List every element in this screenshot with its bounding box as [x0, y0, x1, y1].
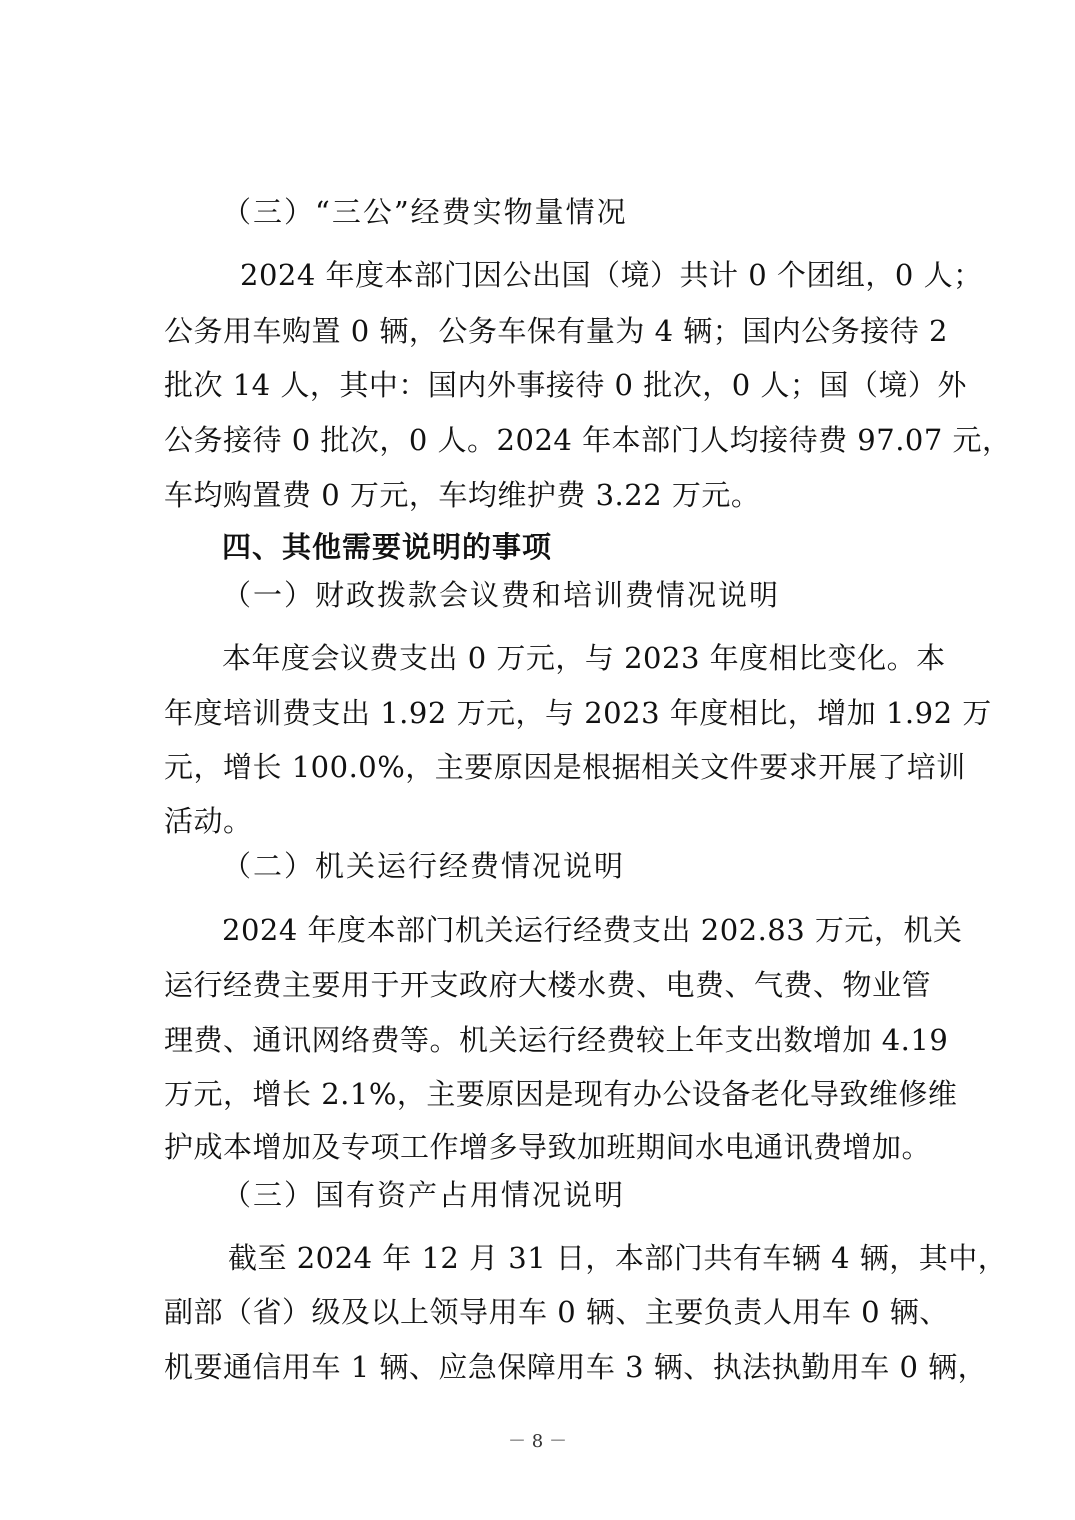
sec3-para-line-2: 公务用车购置 0 辆，公务车保有量为 4 辆；国内公务接待 2 [164, 314, 948, 348]
s4-3-para-line-3: 机要通信用车 1 辆、应急保障用车 3 辆、执法执勤用车 0 辆， [164, 1350, 988, 1384]
sec3-para-line-3: 批次 14 人，其中：国内外事接待 0 批次，0 人；国（境）外 [164, 368, 967, 402]
s4-2-heading: （二）机关运行经费情况说明 [222, 849, 626, 883]
s4-2-para-line-5: 护成本增加及专项工作增多导致加班期间水电通讯费增加。 [164, 1130, 932, 1164]
sec3-para-line-5: 车均购置费 0 万元，车均维护费 3.22 万元。 [164, 478, 761, 512]
s4-1-para-line-3: 元，增长 100.0%，主要原因是根据相关文件要求开展了培训 [164, 750, 966, 784]
s4-3-para-line-1: 截至 2024 年 12 月 31 日，本部门共有车辆 4 辆，其中， [228, 1241, 1008, 1275]
s4-3-heading: （三）国有资产占用情况说明 [222, 1178, 626, 1212]
s4-1-para-line-2: 年度培训费支出 1.92 万元，与 2023 年度相比，增加 1.92 万 [164, 696, 992, 730]
s4-3-para-line-2: 副部（省）级及以上领导用车 0 辆、主要负责人用车 0 辆、 [164, 1295, 949, 1329]
sec3-para-line-4: 公务接待 0 批次，0 人。2024 年本部门人均接待费 97.07 元， [164, 423, 1012, 457]
s4-2-para-line-1: 2024 年度本部门机关运行经费支出 202.83 万元，机关 [222, 913, 963, 947]
page-number: － 8 － [508, 1431, 567, 1452]
s4-1-para-line-4: 活动。 [164, 804, 253, 838]
section-4-title: 四、其他需要说明的事项 [222, 530, 553, 564]
s4-2-para-line-4: 万元，增长 2.1%，主要原因是现有办公设备老化导致维修维 [164, 1077, 958, 1111]
sec3-para-line-1: 2024 年度本部门因公出国（境）共计 0 个团组，0 人； [240, 258, 983, 292]
s4-1-para-line-1: 本年度会议费支出 0 万元，与 2023 年度相比变化。本 [222, 641, 946, 675]
sec3-heading: （三）“三公”经费实物量情况 [222, 195, 628, 229]
s4-2-para-line-2: 运行经费主要用于开支政府大楼水费、电费、气费、物业管 [164, 968, 932, 1002]
s4-2-para-line-3: 理费、通讯网络费等。机关运行经费较上年支出数增加 4.19 [164, 1023, 949, 1057]
s4-1-heading: （一）财政拨款会议费和培训费情况说明 [222, 578, 781, 612]
